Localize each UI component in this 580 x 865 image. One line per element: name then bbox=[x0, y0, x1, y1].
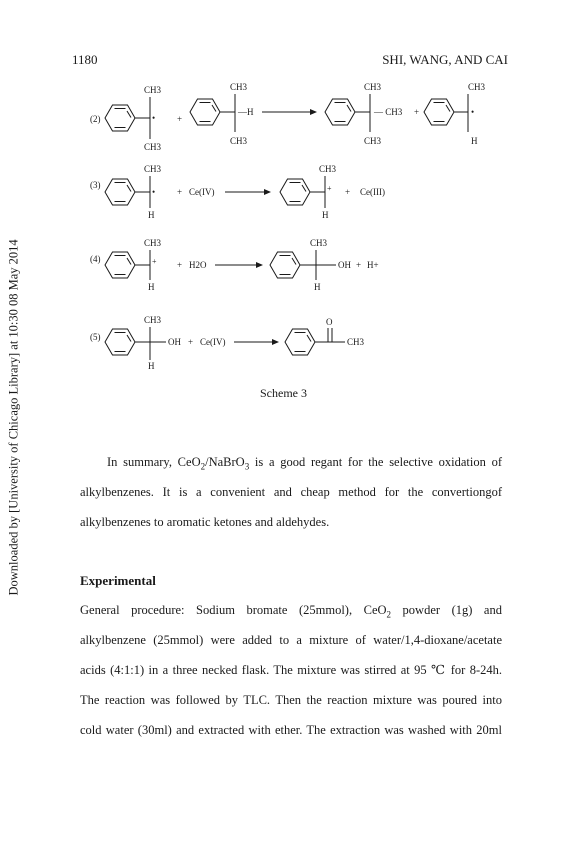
svg-text:CH3: CH3 bbox=[364, 82, 382, 92]
svg-text:•: • bbox=[152, 113, 156, 123]
svg-text:CH3: CH3 bbox=[144, 85, 162, 95]
svg-text:H: H bbox=[314, 282, 321, 292]
svg-text:Ce(III): Ce(III) bbox=[360, 187, 385, 197]
svg-text:CH3: CH3 bbox=[230, 136, 248, 146]
svg-text:H2O: H2O bbox=[189, 260, 207, 270]
experimental-line-3: acids (4:1:1) in a three necked flask. The mixture was stirred at 95 ℃ for 8-24h. bbox=[80, 663, 502, 677]
svg-text:H: H bbox=[148, 210, 155, 220]
reaction-4 bbox=[90, 238, 379, 292]
svg-text:•: • bbox=[152, 187, 156, 197]
scheme-3-reactions bbox=[0, 0, 580, 420]
svg-text:CH3: CH3 bbox=[468, 82, 486, 92]
experimental-line-5: cold water (30ml) and extracted with ether. The extraction was washed with 20ml bbox=[80, 723, 502, 737]
svg-text:+: + bbox=[356, 260, 362, 270]
page-number: 1180 bbox=[72, 52, 98, 67]
reaction-5 bbox=[90, 315, 365, 371]
svg-text:CH3: CH3 bbox=[230, 82, 248, 92]
svg-text:Ce(IV): Ce(IV) bbox=[200, 337, 226, 347]
running-header-authors: SHI, WANG, AND CAI bbox=[382, 52, 508, 67]
experimental-line-4: The reaction was followed by TLC. Then the reaction mixture was poured into bbox=[80, 693, 502, 707]
reaction-2 bbox=[90, 82, 486, 152]
scheme-caption: Scheme 3 bbox=[260, 386, 307, 400]
svg-text:H: H bbox=[148, 361, 155, 371]
experimental-line-2: alkylbenzene (25mmol) were added to a mixture of water/1,4-dioxane/acetate bbox=[80, 633, 502, 647]
svg-text:+: + bbox=[345, 187, 351, 197]
experimental-line-1: General procedure: Sodium bromate (25mmol), CeO$_2$ powder (1g) and bbox=[80, 603, 502, 620]
svg-text:•: • bbox=[471, 107, 475, 117]
svg-text:CH3: CH3 bbox=[144, 164, 162, 174]
svg-text:+: + bbox=[414, 107, 420, 117]
svg-text:—H: —H bbox=[238, 107, 254, 117]
svg-text:CH3: CH3 bbox=[144, 238, 162, 248]
summary-line-1: In summary, CeO$_2$/NaBrO$_3$ is a good regant for the selective oxidation of bbox=[107, 455, 502, 472]
svg-text:— CH3: — CH3 bbox=[374, 107, 403, 117]
svg-text:CH3: CH3 bbox=[310, 238, 328, 248]
summary-line-2: alkylbenzenes. It is a convenient and cheap method for the convertiongof bbox=[80, 485, 502, 499]
svg-text:CH3: CH3 bbox=[144, 315, 162, 325]
download-watermark: Downloaded by [University of Chicago Library] at 10:30 08 May 2014 bbox=[6, 239, 21, 596]
svg-text:+: + bbox=[177, 187, 183, 197]
reaction-label-4: (4) bbox=[90, 254, 101, 264]
svg-text:H: H bbox=[322, 210, 329, 220]
svg-text:Ce(IV): Ce(IV) bbox=[189, 187, 215, 197]
reaction-3 bbox=[90, 164, 385, 220]
reaction-label-2: (2) bbox=[90, 114, 101, 124]
svg-text:OH: OH bbox=[338, 260, 351, 270]
experimental-heading: Experimental bbox=[80, 573, 156, 588]
svg-text:+: + bbox=[188, 337, 194, 347]
svg-text:CH3: CH3 bbox=[347, 337, 365, 347]
reaction-label-5: (5) bbox=[90, 332, 101, 342]
svg-text:CH3: CH3 bbox=[144, 142, 162, 152]
svg-text:OH: OH bbox=[168, 337, 181, 347]
svg-text:CH3: CH3 bbox=[319, 164, 337, 174]
svg-text:H: H bbox=[148, 282, 155, 292]
svg-text:+: + bbox=[327, 184, 332, 193]
svg-text:O: O bbox=[326, 317, 333, 327]
svg-text:H: H bbox=[471, 136, 478, 146]
reaction-label-3: (3) bbox=[90, 180, 101, 190]
svg-text:+: + bbox=[177, 114, 183, 124]
svg-text:+: + bbox=[177, 260, 183, 270]
svg-text:+: + bbox=[152, 257, 157, 266]
summary-line-3: alkylbenzenes to aromatic ketones and aldehydes. bbox=[80, 515, 330, 529]
svg-text:CH3: CH3 bbox=[364, 136, 382, 146]
svg-text:H+: H+ bbox=[367, 260, 379, 270]
